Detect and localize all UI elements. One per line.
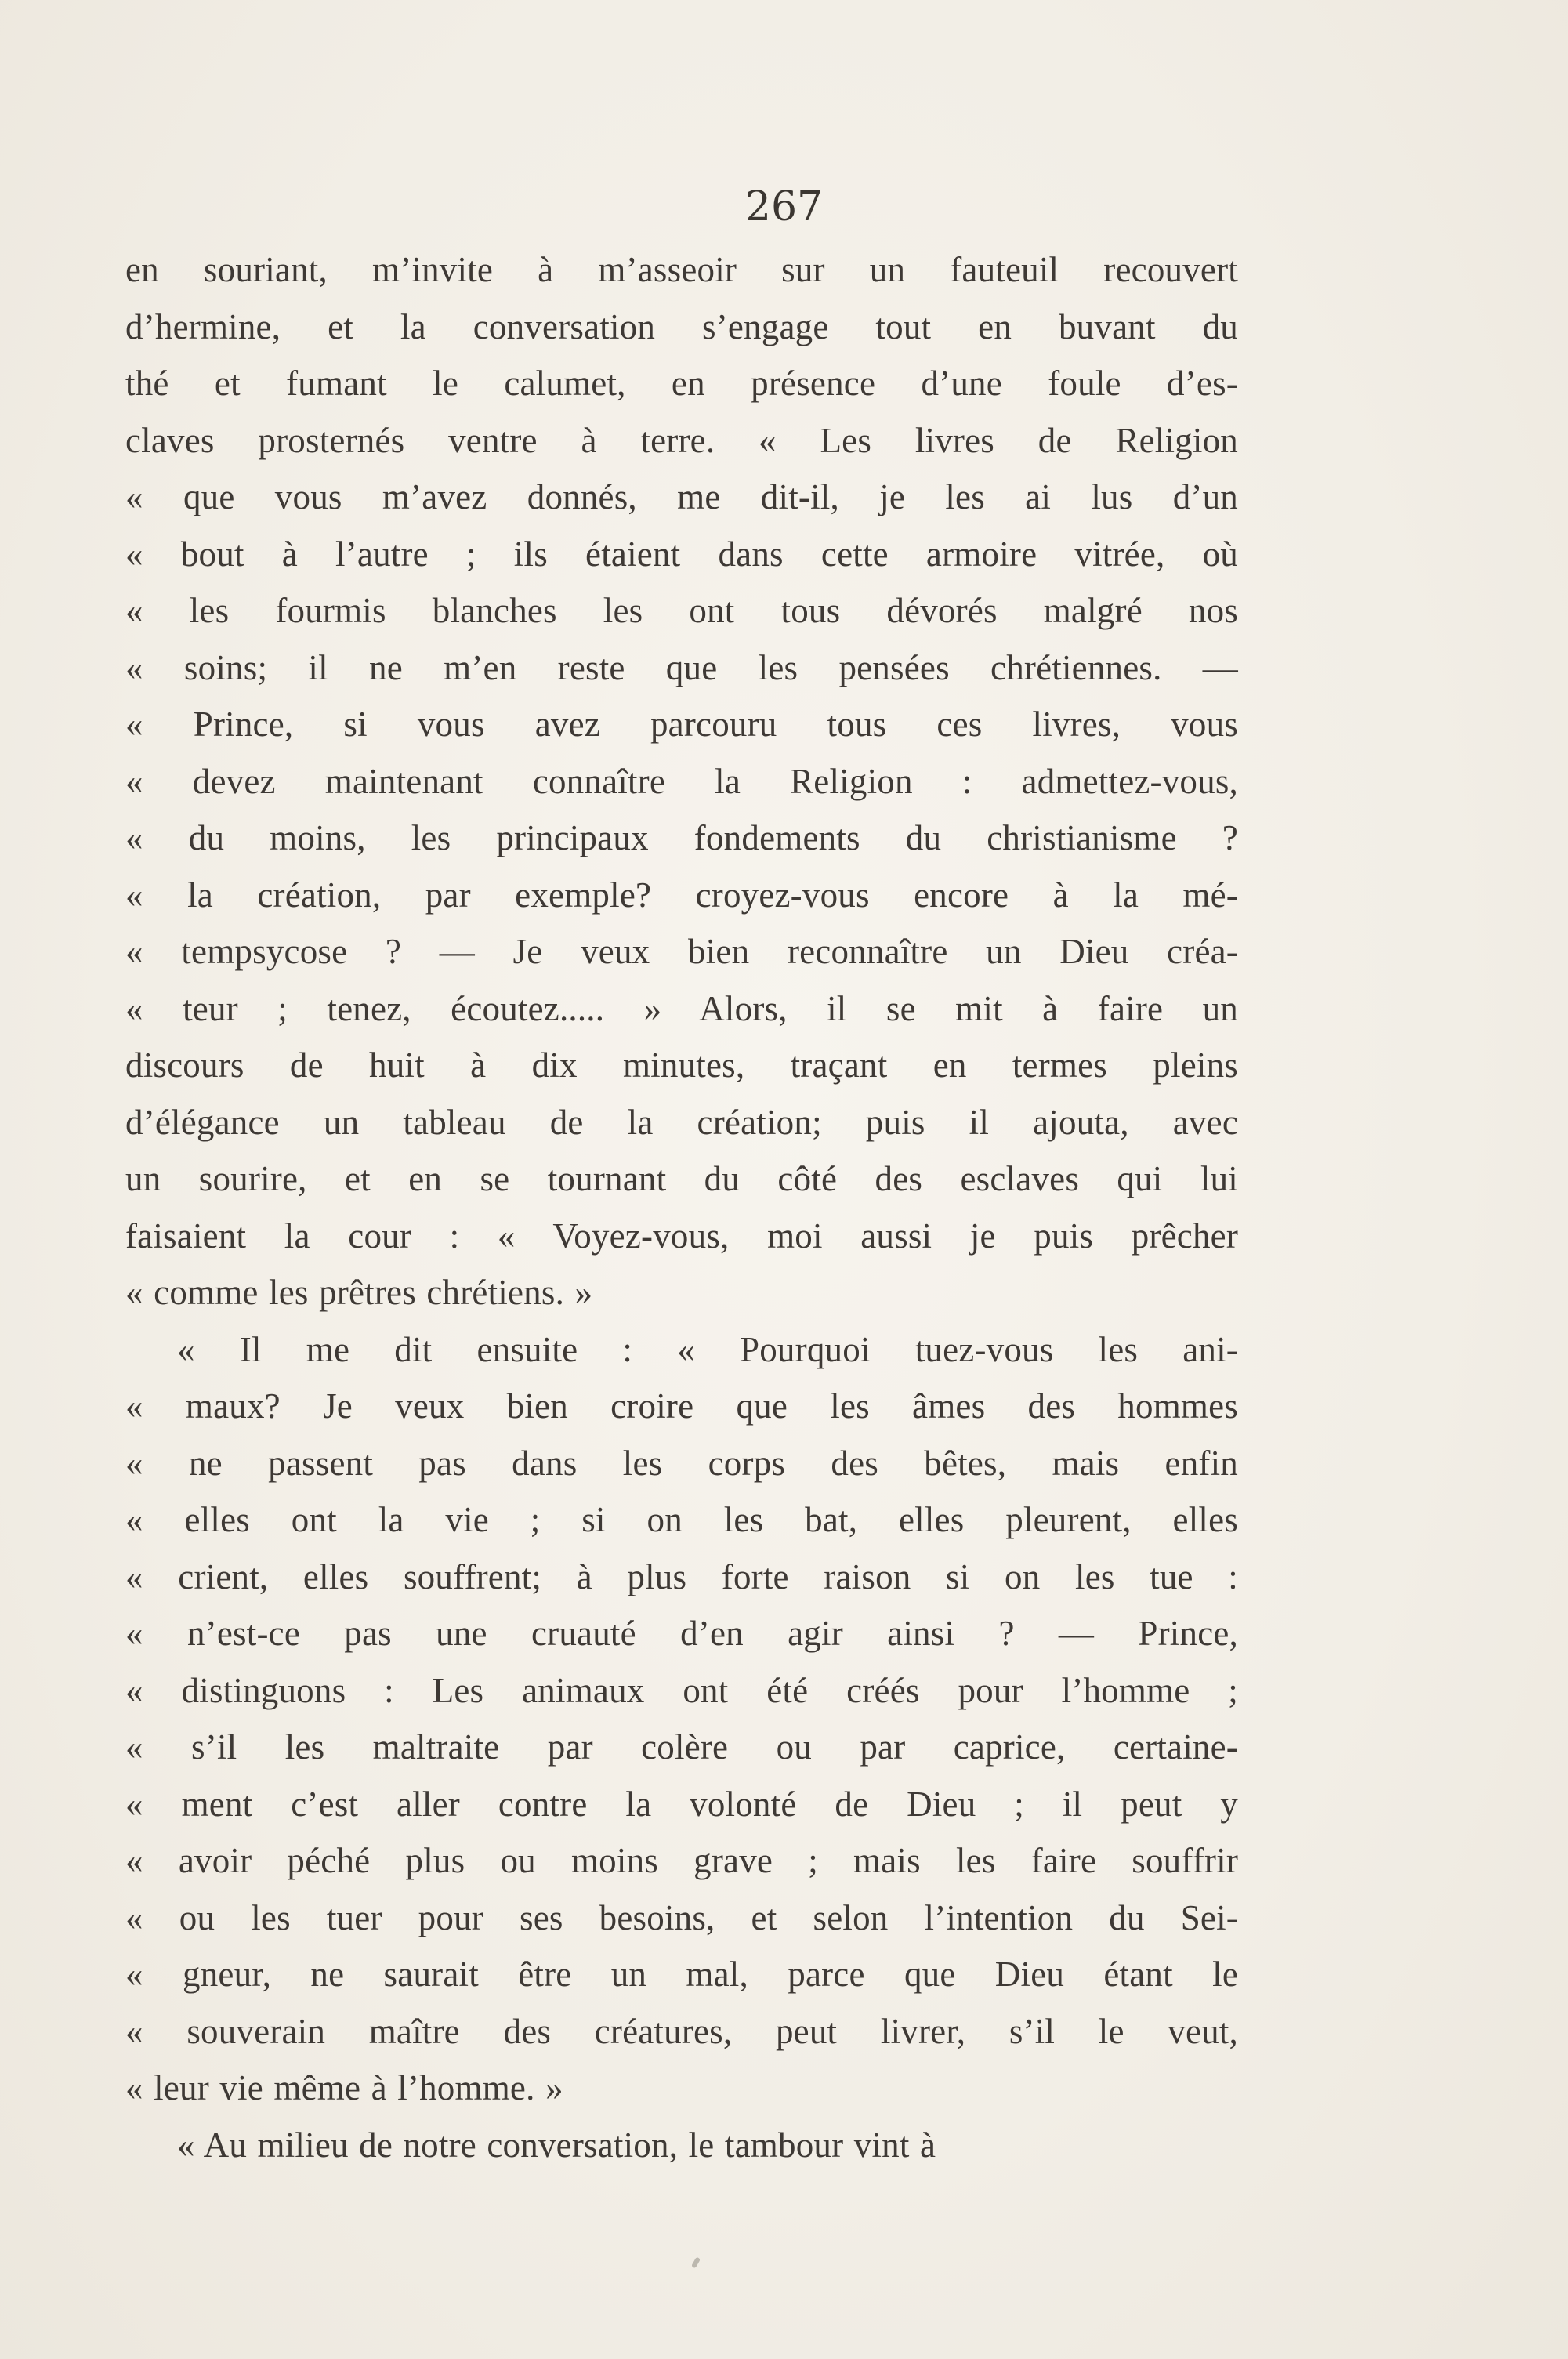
text-line: en souriant, m’invite à m’asseoir sur un fauteuil recouvert	[125, 250, 1238, 289]
body-text	[125, 241, 1238, 2173]
text-line: « s’il les maltraite par colère ou par caprice, certaine-	[125, 1727, 1238, 1767]
text-line: claves prosternés ventre à terre. « Les livres de Religion	[125, 420, 1238, 460]
text-line: « maux? Je veux bien croire que les âmes des hommes	[125, 1386, 1238, 1426]
paper-speck	[691, 2256, 701, 2268]
text-line: « comme les prêtres chrétiens. »	[125, 1273, 593, 1312]
text-line: « teur ; tenez, écoutez..... » Alors, il se mit à faire un	[125, 988, 1238, 1028]
text-line: « Prince, si vous avez parcouru tous ces livres, vous	[125, 705, 1238, 744]
text-line: discours de huit à dix minutes, traçant en termes pleins	[125, 1045, 1238, 1085]
text-line: « bout à l’autre ; ils étaient dans cette armoire vitrée, où	[125, 534, 1238, 574]
text-line: « du moins, les principaux fondements du christianisme ?	[125, 818, 1238, 857]
text-line: « crient, elles souffrent; à plus forte raison si on les tue :	[125, 1556, 1238, 1596]
text-line: « n’est-ce pas une cruauté d’en agir ainsi ? — Prince,	[125, 1614, 1238, 1653]
text-line: « elles ont la vie ; si on les bat, elles pleurent, elles	[125, 1500, 1238, 1539]
text-line: « gneur, ne saurait être un mal, parce que Dieu étant le	[125, 1955, 1238, 1994]
text-line: d’élégance un tableau de la création; puis il ajouta, avec	[125, 1102, 1238, 1142]
text-line: « que vous m’avez donnés, me dit-il, je les ai lus d’un	[125, 477, 1238, 516]
text-line: « ou les tuer pour ses besoins, et selon l’intention du Sei-	[125, 1897, 1238, 1937]
paragraph-start-line: « Au milieu de notre conversation, le tambour vint à	[177, 2125, 936, 2165]
text-line: « avoir péché plus ou moins grave ; mais les faire souffrir	[125, 1841, 1238, 1880]
text-line: « la création, par exemple? croyez-vous encore à la mé-	[125, 875, 1238, 915]
text-line: « distinguons : Les animaux ont été créés pour l’homme ;	[125, 1670, 1238, 1710]
text-line: un sourire, et en se tournant du côté des esclaves qui lui	[125, 1159, 1238, 1198]
text-line: « leur vie même à l’homme. »	[125, 2068, 563, 2107]
paragraph-start-line: « Il me dit ensuite : « Pourquoi tuez-vous les ani-	[177, 1329, 1238, 1369]
text-line: « souverain maître des créatures, peut livrer, s’il le veut,	[125, 2011, 1238, 2051]
text-line: « tempsycose ? — Je veux bien reconnaître un Dieu créa-	[125, 932, 1238, 971]
text-line: « soins; il ne m’en reste que les pensées chrétiennes. —	[125, 647, 1238, 687]
text-line: « les fourmis blanches les ont tous dévorés malgré nos	[125, 591, 1238, 630]
text-line: « devez maintenant connaître la Religion : admettez-vous,	[125, 761, 1238, 801]
text-line: « ment c’est aller contre la volonté de Dieu ; il peut y	[125, 1784, 1238, 1824]
text-line: d’hermine, et la conversation s’engage tout en buvant du	[125, 306, 1238, 346]
text-line: thé et fumant le calumet, en présence d’une foule d’es-	[125, 364, 1238, 403]
text-line: « ne passent pas dans les corps des bêtes, mais enfin	[125, 1443, 1238, 1483]
text-line: faisaient la cour : « Voyez-vous, moi aussi je puis prêcher	[125, 1216, 1238, 1256]
page-number: 267	[744, 183, 824, 230]
